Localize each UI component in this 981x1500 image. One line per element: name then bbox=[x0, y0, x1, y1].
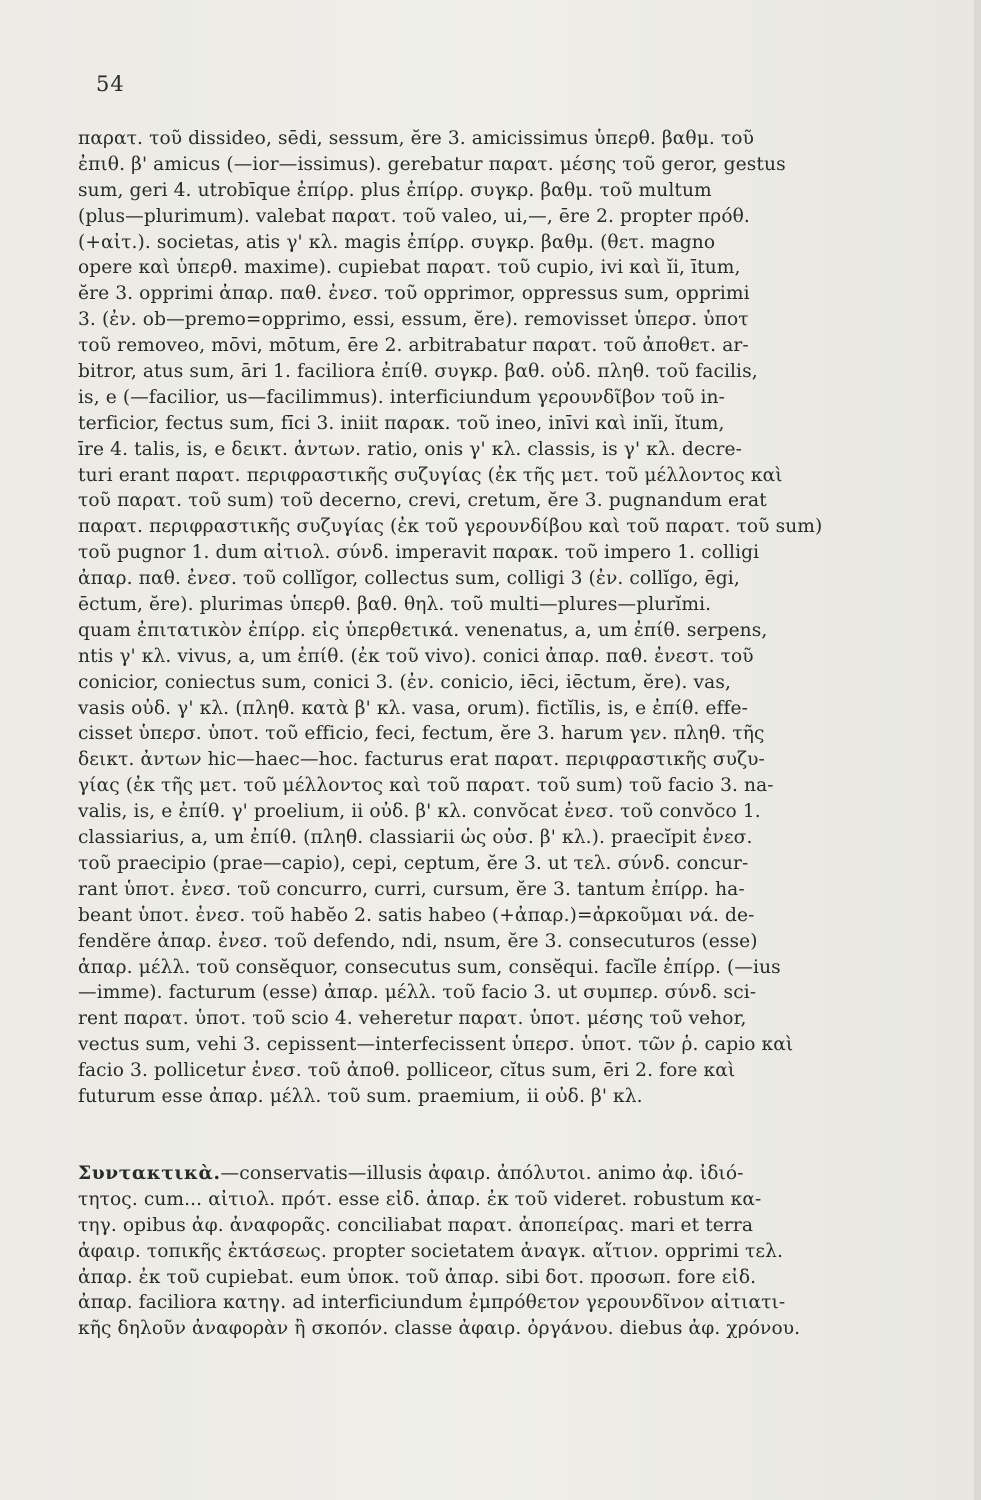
glossary-line: quam ἐπιτατικὸν ἐπίρρ. εἰς ὑπερθετικά. venenatus, a, um ἐπίθ. serpens, bbox=[78, 619, 768, 641]
glossary-line: cisset ὑπερσ. ὑποτ. τοῦ efficio, feci, fectum, ĕre 3. harum γεν. πληθ. τῆς bbox=[78, 723, 765, 745]
page-number: 54 bbox=[96, 72, 125, 96]
vocabulary-glossary bbox=[78, 126, 940, 1110]
page-edge-shadow bbox=[974, 0, 981, 1500]
glossary-line: bitror, atus sum, āri 1. faciliora ἐπίθ. συγκρ. βαθ. οὐδ. πληθ. τοῦ facilis, bbox=[78, 361, 758, 383]
glossary-line: vasis οὐδ. γ' κλ. (πληθ. κατὰ β' κλ. vasa, orum). fictĭlis, is, e ἐπίθ. effe- bbox=[78, 697, 748, 719]
glossary-line: classiarius, a, um ἐπίθ. (πληθ. classiarii ὡς οὐσ. β' κλ.). praecĭpit ἐνεσ. bbox=[78, 827, 753, 849]
glossary-line: vectus sum, vehi 3. cepissent—interfecissent ὑπερσ. ὑποτ. τῶν ῥ. capio καὶ bbox=[78, 1034, 794, 1056]
glossary-line: τοῦ removeo, mōvi, mōtum, ēre 2. arbitrabatur παρατ. τοῦ ἀποθετ. ar- bbox=[78, 335, 749, 357]
glossary-line: ēctum, ĕre). plurimas ὑπερθ. βαθ. θηλ. τοῦ multi—plures—plurĭmi. bbox=[78, 594, 712, 616]
glossary-line: παρατ. τοῦ dissideo, sēdi, sessum, ĕre 3. amicissimus ὑπερθ. βαθμ. τοῦ bbox=[78, 128, 755, 149]
glossary-line: δεικτ. ἀντων hic—haec—hoc. facturus erat παρατ. περιφραστικῆς συζυ- bbox=[78, 749, 765, 771]
glossary-line: turi erant παρατ. περιφραστικῆς συζυγίας (ἐκ τῆς μετ. τοῦ μέλλοντος καὶ bbox=[78, 464, 783, 486]
glossary-line: παρατ. περιφραστικῆς συζυγίας (ἐκ τοῦ γερουνδίβου καὶ τοῦ παρατ. τοῦ sum) bbox=[78, 516, 823, 538]
glossary-line: rent παρατ. ὑποτ. τοῦ scio 4. veheretur παρατ. ὑποτ. μέσης τοῦ vehor, bbox=[78, 1008, 747, 1030]
glossary-line: ἐπιθ. β' amicus (—ior—issimus). gerebatur παρατ. μέσης τοῦ geror, gestus bbox=[78, 153, 786, 175]
glossary-line: is, e (—facilior, us—facilimmus). interficiundum γερουνδῖβον τοῦ in- bbox=[78, 386, 726, 408]
glossary-line: ἀπαρ. μέλλ. τοῦ consĕquor, consecutus sum, consĕqui. facĭle ἐπίρρ. (—ius bbox=[78, 956, 781, 978]
glossary-line: τοῦ pugnor 1. dum αἰτιολ. σύνδ. imperavit παρακ. τοῦ impero 1. colligi bbox=[78, 542, 760, 564]
glossary-line: —imme). facturum (esse) ἀπαρ. μέλλ. τοῦ facio 3. ut συμπερ. σύνδ. sci- bbox=[78, 982, 757, 1004]
glossary-line: ntis γ' κλ. vivus, a, um ἐπίθ. (ἐκ τοῦ vivo). conici ἀπαρ. παθ. ἐνεστ. τοῦ bbox=[78, 645, 754, 667]
syntax-line: ἀπαρ. ἐκ τοῦ cupiebat. eum ὑποκ. τοῦ ἀπαρ. sibi δοτ. προσωπ. fore εἰδ. bbox=[78, 1266, 757, 1288]
glossary-line: futurum esse ἀπαρ. μέλλ. τοῦ sum. praemium, ii οὐδ. β' κλ. bbox=[78, 1085, 643, 1107]
glossary-line: facio 3. pollicetur ἐνεσ. τοῦ ἀποθ. polliceor, cĭtus sum, ēri 2. fore καὶ bbox=[78, 1060, 736, 1082]
glossary-line: sum, geri 4. utrobīque ἐπίρρ. plus ἐπίρρ. συγκρ. βαθμ. τοῦ multum bbox=[78, 179, 712, 201]
glossary-line: terficior, fectus sum, fīci 3. iniit παρακ. τοῦ ineo, inīvi καὶ inĭi, ĭtum, bbox=[78, 412, 725, 434]
glossary-line: beant ὑποτ. ἐνεσ. τοῦ habĕo 2. satis habeo (+ἀπαρ.)=ἀρκοῦμαι νά. de- bbox=[78, 904, 755, 926]
glossary-line: (plus—plurimum). valebat παρατ. τοῦ valeo, ui,—, ēre 2. propter πρόθ. bbox=[78, 205, 750, 227]
syntax-line: τητος. cum... αἰτιολ. πρότ. esse εἰδ. ἀπαρ. ἐκ τοῦ videret. robustum κα- bbox=[78, 1188, 762, 1210]
glossary-line: (+αἰτ.). societas, atis γ' κλ. magis ἐπίρρ. συγκρ. βαθμ. (θετ. magno bbox=[78, 231, 716, 253]
glossary-line: īre 4. talis, is, e δεικτ. ἀντων. ratio, onis γ' κλ. classis, is γ' κλ. decre- bbox=[78, 438, 742, 460]
glossary-line: 3. (ἐν. ob—premo=opprimo, essi, essum, ĕre). removisset ὑπερσ. ὑποτ bbox=[78, 309, 749, 331]
syntax-line: ἀπαρ. faciliora κατηγ. ad interficiundum ἐμπρόθετον γερουνδῖνον αἰτιατι- bbox=[78, 1292, 786, 1314]
glossary-line: ἀπαρ. παθ. ἐνεσ. τοῦ collĭgor, collectus sum, colligi 3 (ἐν. collĭgo, ēgi, bbox=[78, 568, 740, 590]
syntax-first-line bbox=[78, 1161, 940, 1187]
section-heading: Συντακτικὰ. bbox=[78, 1163, 221, 1184]
syntax-line: ἀφαιρ. τοπικῆς ἐκτάσεως. propter societatem ἀναγκ. αἴτιον. opprimi τελ. bbox=[78, 1240, 784, 1262]
glossary-line: conicior, coniectus sum, conici 3. (ἐν. conicio, iēci, iēctum, ĕre). vas, bbox=[78, 671, 731, 693]
glossary-line: rant ὑποτ. ἐνεσ. τοῦ concurro, curri, cursum, ĕre 3. tantum ἐπίρρ. ha- bbox=[78, 878, 745, 900]
glossary-line: τοῦ παρατ. τοῦ sum) τοῦ decerno, crevi, cretum, ĕre 3. pugnandum erat bbox=[78, 490, 767, 512]
glossary-line: γίας (ἐκ τῆς μετ. τοῦ μέλλοντος καὶ τοῦ παρατ. τοῦ sum) τοῦ facio 3. na- bbox=[78, 775, 774, 797]
glossary-line: valis, is, e ἐπίθ. γ' proelium, ii οὐδ. β' κλ. convŏcat ἐνεσ. τοῦ convŏco 1. bbox=[78, 801, 761, 823]
glossary-line: τοῦ praecipio (prae—capio), cepi, ceptum, ĕre 3. ut τελ. σύνδ. concur- bbox=[78, 852, 749, 874]
glossary-line: fendĕre ἀπαρ. ἐνεσ. τοῦ defendo, ndi, nsum, ĕre 3. consecuturos (esse) bbox=[78, 930, 758, 952]
syntax-line-text: —conservatis—illusis ἀφαιρ. ἀπόλυτοι. animo ἀφ. ἰδιό- bbox=[220, 1163, 744, 1184]
glossary-line: opere καὶ ὑπερθ. maxime). cupiebat παρατ. τοῦ cupio, ivi καὶ ĭi, ītum, bbox=[78, 257, 741, 279]
syntax-line: κῆς δηλοῦν ἀναφορὰν ἢ σκοπόν. classe ἀφαιρ. ὀργάνου. diebus ἀφ. χρόνου. bbox=[78, 1318, 801, 1340]
syntax-notes-section bbox=[78, 1161, 940, 1342]
glossary-line: ĕre 3. opprimi ἀπαρ. παθ. ἐνεσ. τοῦ opprimor, oppressus sum, opprimi bbox=[78, 283, 750, 305]
syntax-line: τηγ. opibus ἀφ. ἀναφορᾶς. conciliabat παρατ. ἀποπείρας. mari et terra bbox=[78, 1214, 754, 1236]
